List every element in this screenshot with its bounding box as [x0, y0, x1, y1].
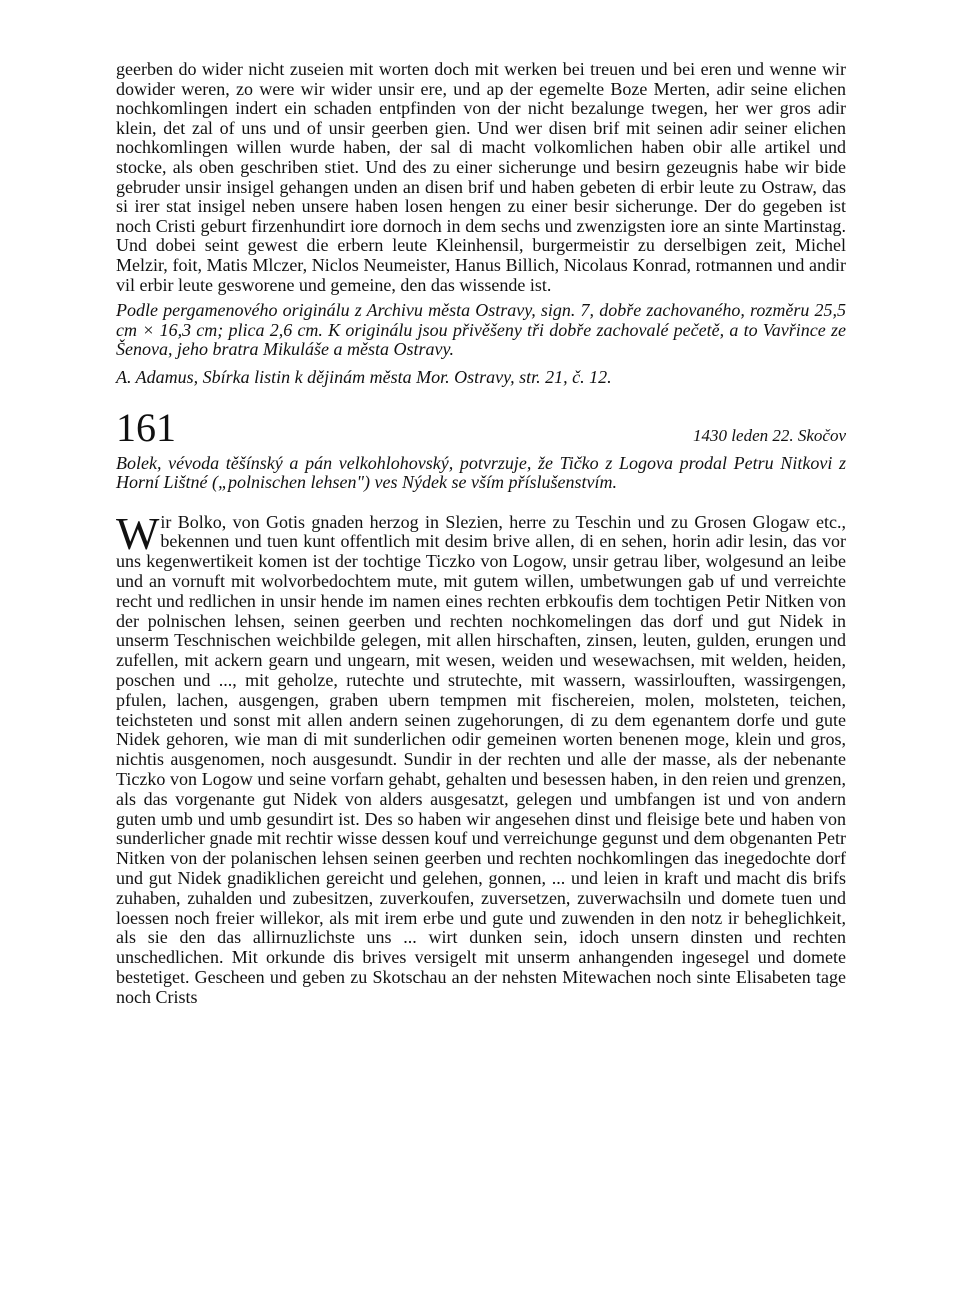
document-header	[116, 406, 846, 450]
source-note: Podle pergamenového originálu z Archivu města Ostravy, sign. 7, dobře zachovaného, rozměru 25,5 cm × 16,3 cm; plica 2,6 cm. K originálu jsou přivěšeny tři dobře zachovalé pečetě, a to Vavřince ze Šenova, jeho bratra Mikuláše a města Ostravy.	[116, 300, 846, 360]
drop-initial: W	[116, 507, 160, 559]
continuation-text: geerben do wider nicht zuseien mit worten doch mit werken bei treuen und bei eren und wenne wir dowider weren, zo were wir wider unsir ere, und ap der egemelte Boze Merten, adir seine elichen nochkomlingen indert ein schaden entpfinden von der nicht bezalunge twegen, her wer gros adir klein, det zal of uns und of unsir geerben gien. Und wer disen brif mit seinen adir seiner elichen nochkomlingen willen wurde haben, der sal di macht volkomlichen haben obir alle artikel und stocke, als oben geschriben stiet. Und des zu einer sicherunge und besirn gezeugnis habe wir bide gebruder unsir insigel gehangen unden an disen brif und haben gebeten di erbir leute zu Ostraw, das si irer stat insigel neben unsere haben losen hengen zu einer besir sicherunge. Der do gegeben ist noch Cristi geburt firzenhundirt iore dornoch in dem sechs und zwenzigsten iore an sinte Martinstag. Und dobei seint gewest die erbern leute Kleinhensil, burgermeistir zu derselbigen zeit, Michel Melzir, foit, Matis Mlczer, Niclos Neumeister, Hanus Billich, Nicolaus Konrad, rotmannen und andir vil erbir leute gesworene und gemeine, den das wissende ist.	[116, 59, 846, 295]
charter-text-block	[116, 507, 846, 1008]
document-date-place: 1430 leden 22. Skočov	[693, 425, 846, 445]
document-page	[116, 60, 846, 1008]
edition-note: A. Adamus, Sbírka listin k dějinám města Mor. Ostravy, str. 21, č. 12.	[116, 366, 612, 387]
document-number: 161	[116, 404, 176, 450]
charter-text: ir Bolko, von Gotis gnaden herzog in Slezien, herre zu Teschin und zu Grosen Glogaw etc., bekennen und tuen kunt offentlich mit desim brive allen, di en sehen, horin adir lesin, das vor uns kegenwertikeit komen ist der tochtige Ticzko von Logow, unsir getrau liber, wolgesund an leibe und an vornuft mit wolvorbedochtem mute, mit gutem willen, umbetwungen gab uf und verreichte recht und redlichen in unsir hende im namen eines rechten erbkoufis dem tochtigen Petir Nitken von der polnischen lehsen, seinen geerben und rechten nochkomelingen das dorf und gut Nidek in unserm Teschnischen weichbilde gelegen, mit allen hirschaften, zinsen, leuten, gulden, erungen und zufellen, mit ackern gearn und ungearn, mit wesen, weiden und wesewachsen, mit welden, heiden, poschen und ..., mit geholze, rutechte und strutechte, mit wassern, wassirlouften, wassirgengen, pfulen, lachen, ausgengen, graben ubern tempmen mit fischereien, molen, molsteten, teichen, teichsteten und sonst mit allen andern seinen zugehorungen, di zu dem egenantem dorfe und gute Nidek gehoren, wie man di mit sunderlichen odir gemeinen worten benenen moge, klein und gros, nichtis ausgenomen, noch ausgesundt. Sundir in der rechten und alle der masse, als der nebenante Ticzko von Logow und seine vorfarn gehabt, gehalten und besessen haben, in den reien und grenzen, als das vorgenante gut Nidek von alders ausgesatzt, gelegen und umbfangen ist und von andern guten umb und umb gesundirt ist. Des so haben wir angesehen dinst und fleisige bete und haben von sunderlicher gnade mit rechtir wisse dessen kouf und verreichunge gegunst und dem obgenanten Petr Nitken von der polanischen lehsen seinen geerben und rechten nochkomlingen das inegedochte dorf und gut Nidek gnadiklichen gereicht und gelehen, gonnen, ... und leien in kraft und macht dis brifs zuhaben, zuhalden und zubesitzen, zuverkoufen, zuversetzen, zuverwachsiln und domete tuen und loessen noch freier willekor, als mit irem erbe und gute und zuwenden in den notz ir beheglichkeit, als sie den das allirnuzlichste uns ... wirt dunken sein, idoch unsern dinsten und rechten unschedlichen. Mit orkunde dis brives versigelt mit unserm anhangenden ingesegel und domete bestetiget. Gescheen und geben zu Skotschau an der nehsten Mitewachen noch sinte Elisabeten tage noch Crists	[116, 511, 846, 1007]
document-regest: Bolek, vévoda těšínský a pán velkohlohovský, potvrzuje, že Tičko z Logova prodal Petru Nitkovi z Horní Lištné („polnischen lehsen") ves Nýdek se vším příslušenstvím.	[116, 452, 846, 493]
